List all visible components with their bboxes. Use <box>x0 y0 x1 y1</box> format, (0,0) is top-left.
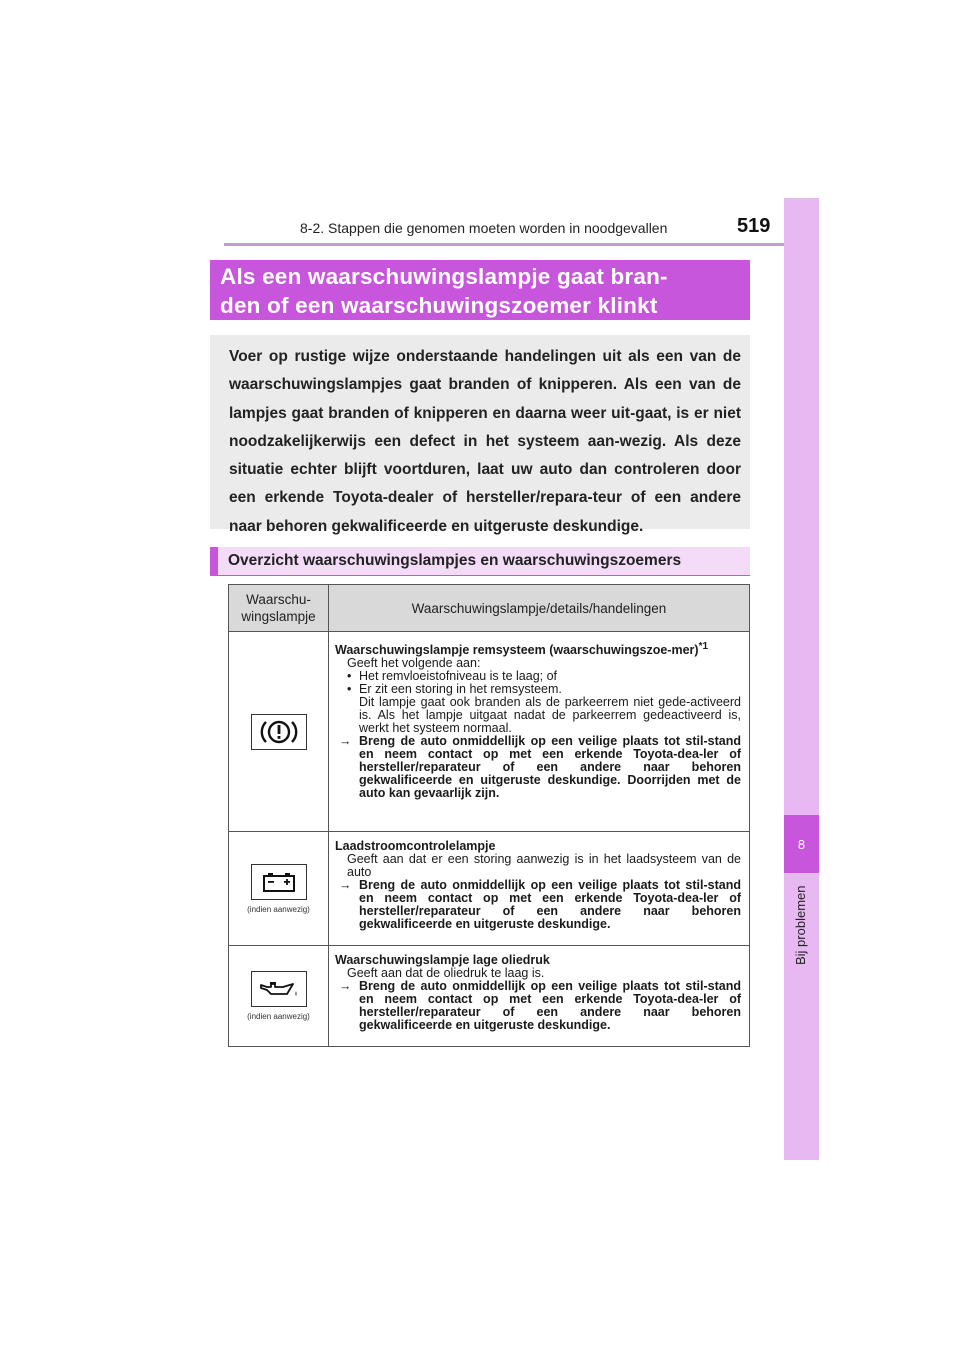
lamp-title <box>335 640 741 657</box>
subsection-marker <box>210 547 218 575</box>
table-header-row <box>229 585 750 632</box>
section-title-line-1: Als een waarschuwingslampje gaat bran- <box>220 264 668 289</box>
action-text: Breng de auto onmiddellijk op een veilige plaats tot stil-stand en neem contact op met een erkende Toyota-dea-ler of hersteller/reparateur of een andere naar behoren gekwalificeerde en uitgeruste deskundige. <box>359 979 741 1032</box>
header-icon-line-2: wingslampje <box>241 609 316 624</box>
lamp-intro: Geeft het volgende aan: <box>347 656 481 671</box>
lamp-title: Laadstroomcontrolelampje <box>335 839 496 853</box>
header-divider <box>224 243 819 246</box>
subsection-title: Overzicht waarschuwingslampjes en waarschuwingszoemers <box>228 552 682 569</box>
action-text: Breng de auto onmiddellijk op een veilige plaats tot stil-stand en neem contact op met een erkende Toyota-dea-ler of hersteller/reparateur of een andere naar behoren gekwalificeerde en uitgeruste deskundige. <box>359 878 741 931</box>
arrow-icon: → <box>339 878 352 892</box>
icon-cell <box>229 946 329 1047</box>
chapter-number-tab: 8 <box>784 815 819 873</box>
header-icon-line-1: Waarschu- <box>246 592 311 607</box>
battery-charge-icon <box>251 864 307 900</box>
subsection-header <box>210 547 750 575</box>
arrow-icon: → <box>339 979 352 993</box>
table-row <box>229 632 750 832</box>
action-instruction <box>335 879 741 931</box>
bullet-marker: • <box>347 682 352 697</box>
bullet-continuation: Dit lampje gaat ook branden als de parkeerrem niet gede-activeerd is. Als het lampje uitgaat nadat de parkeerrem gedeactiveerd is, werkt het systeem normaal. <box>359 695 741 736</box>
page-number: 519 <box>737 215 771 237</box>
action-text: Breng de auto onmiddellijk op een veilige plaats tot stil-stand en neem contact op met een erkende Toyota-dea-ler of hersteller/reparateur of een andere naar behoren gekwalificeerde en uitgeruste deskundige. Doorrijden met de auto kan gevaarlijk zijn. <box>359 734 741 801</box>
intro-text: Voer op rustige wijze onderstaande handelingen uit als een van de waarschuwingslampjes gaat branden of knipperen. Als een van de lampjes gaat branden of knipperen en daarna weer uit-gaat, is er niet noodzakelijkerwijs een defect in het systeem aan-wezig. Als deze situatie echter blijft voortduren, laat uw auto dan controleren door een erkende Toyota-dealer of hersteller/repara-teur of een andere naar behoren gekwalificeerde en uitgeruste deskundige. <box>229 348 741 535</box>
oil-pressure-icon <box>251 971 307 1007</box>
lamp-title: Waarschuwingslampje lage oliedruk <box>335 953 550 967</box>
section-title-line-2: den of een waarschuwingszoemer klinkt <box>220 293 658 318</box>
lamp-title-text: Waarschuwingslampje remsysteem (waarschuwingszoe-mer) <box>335 643 699 658</box>
icon-cell <box>229 632 329 832</box>
subsection-divider <box>210 575 750 576</box>
section-title <box>210 260 750 320</box>
bullet-text: Er zit een storing in het remsysteem. <box>359 682 562 697</box>
list-item <box>335 683 741 696</box>
table-row <box>229 832 750 946</box>
icon-cell <box>229 832 329 946</box>
warning-lamp-table <box>228 584 750 1047</box>
bullet-marker: • <box>347 669 352 684</box>
lamp-intro: Geeft aan dat er een storing aanwezig is in het laadsysteem van de auto <box>347 852 741 879</box>
description-cell <box>329 946 750 1047</box>
action-instruction <box>335 980 741 1032</box>
chapter-side-tab <box>784 198 819 1160</box>
intro-box <box>210 335 750 535</box>
bullet-text: Het remvloeistofniveau is te laag; of <box>359 669 558 684</box>
chapter-header: 8-2. Stappen die genomen moeten worden in noodgevallen <box>300 220 668 236</box>
header-details-column: Waarschuwingslampje/details/handelingen <box>329 585 750 632</box>
header-icon-column <box>229 585 329 632</box>
description-cell <box>329 832 750 946</box>
icon-availability-note: (indien aanwezig) <box>247 904 310 914</box>
chapter-side-label: Bij problemen <box>793 885 808 965</box>
action-instruction <box>335 735 741 800</box>
lamp-intro: Geeft aan dat de oliedruk te laag is. <box>347 966 545 980</box>
icon-availability-note: (indien aanwezig) <box>247 1012 310 1021</box>
table-row <box>229 946 750 1047</box>
description-cell <box>329 632 750 832</box>
brake-warning-icon <box>251 714 307 750</box>
footnote-ref: *1 <box>698 641 709 652</box>
arrow-icon: → <box>339 734 352 749</box>
